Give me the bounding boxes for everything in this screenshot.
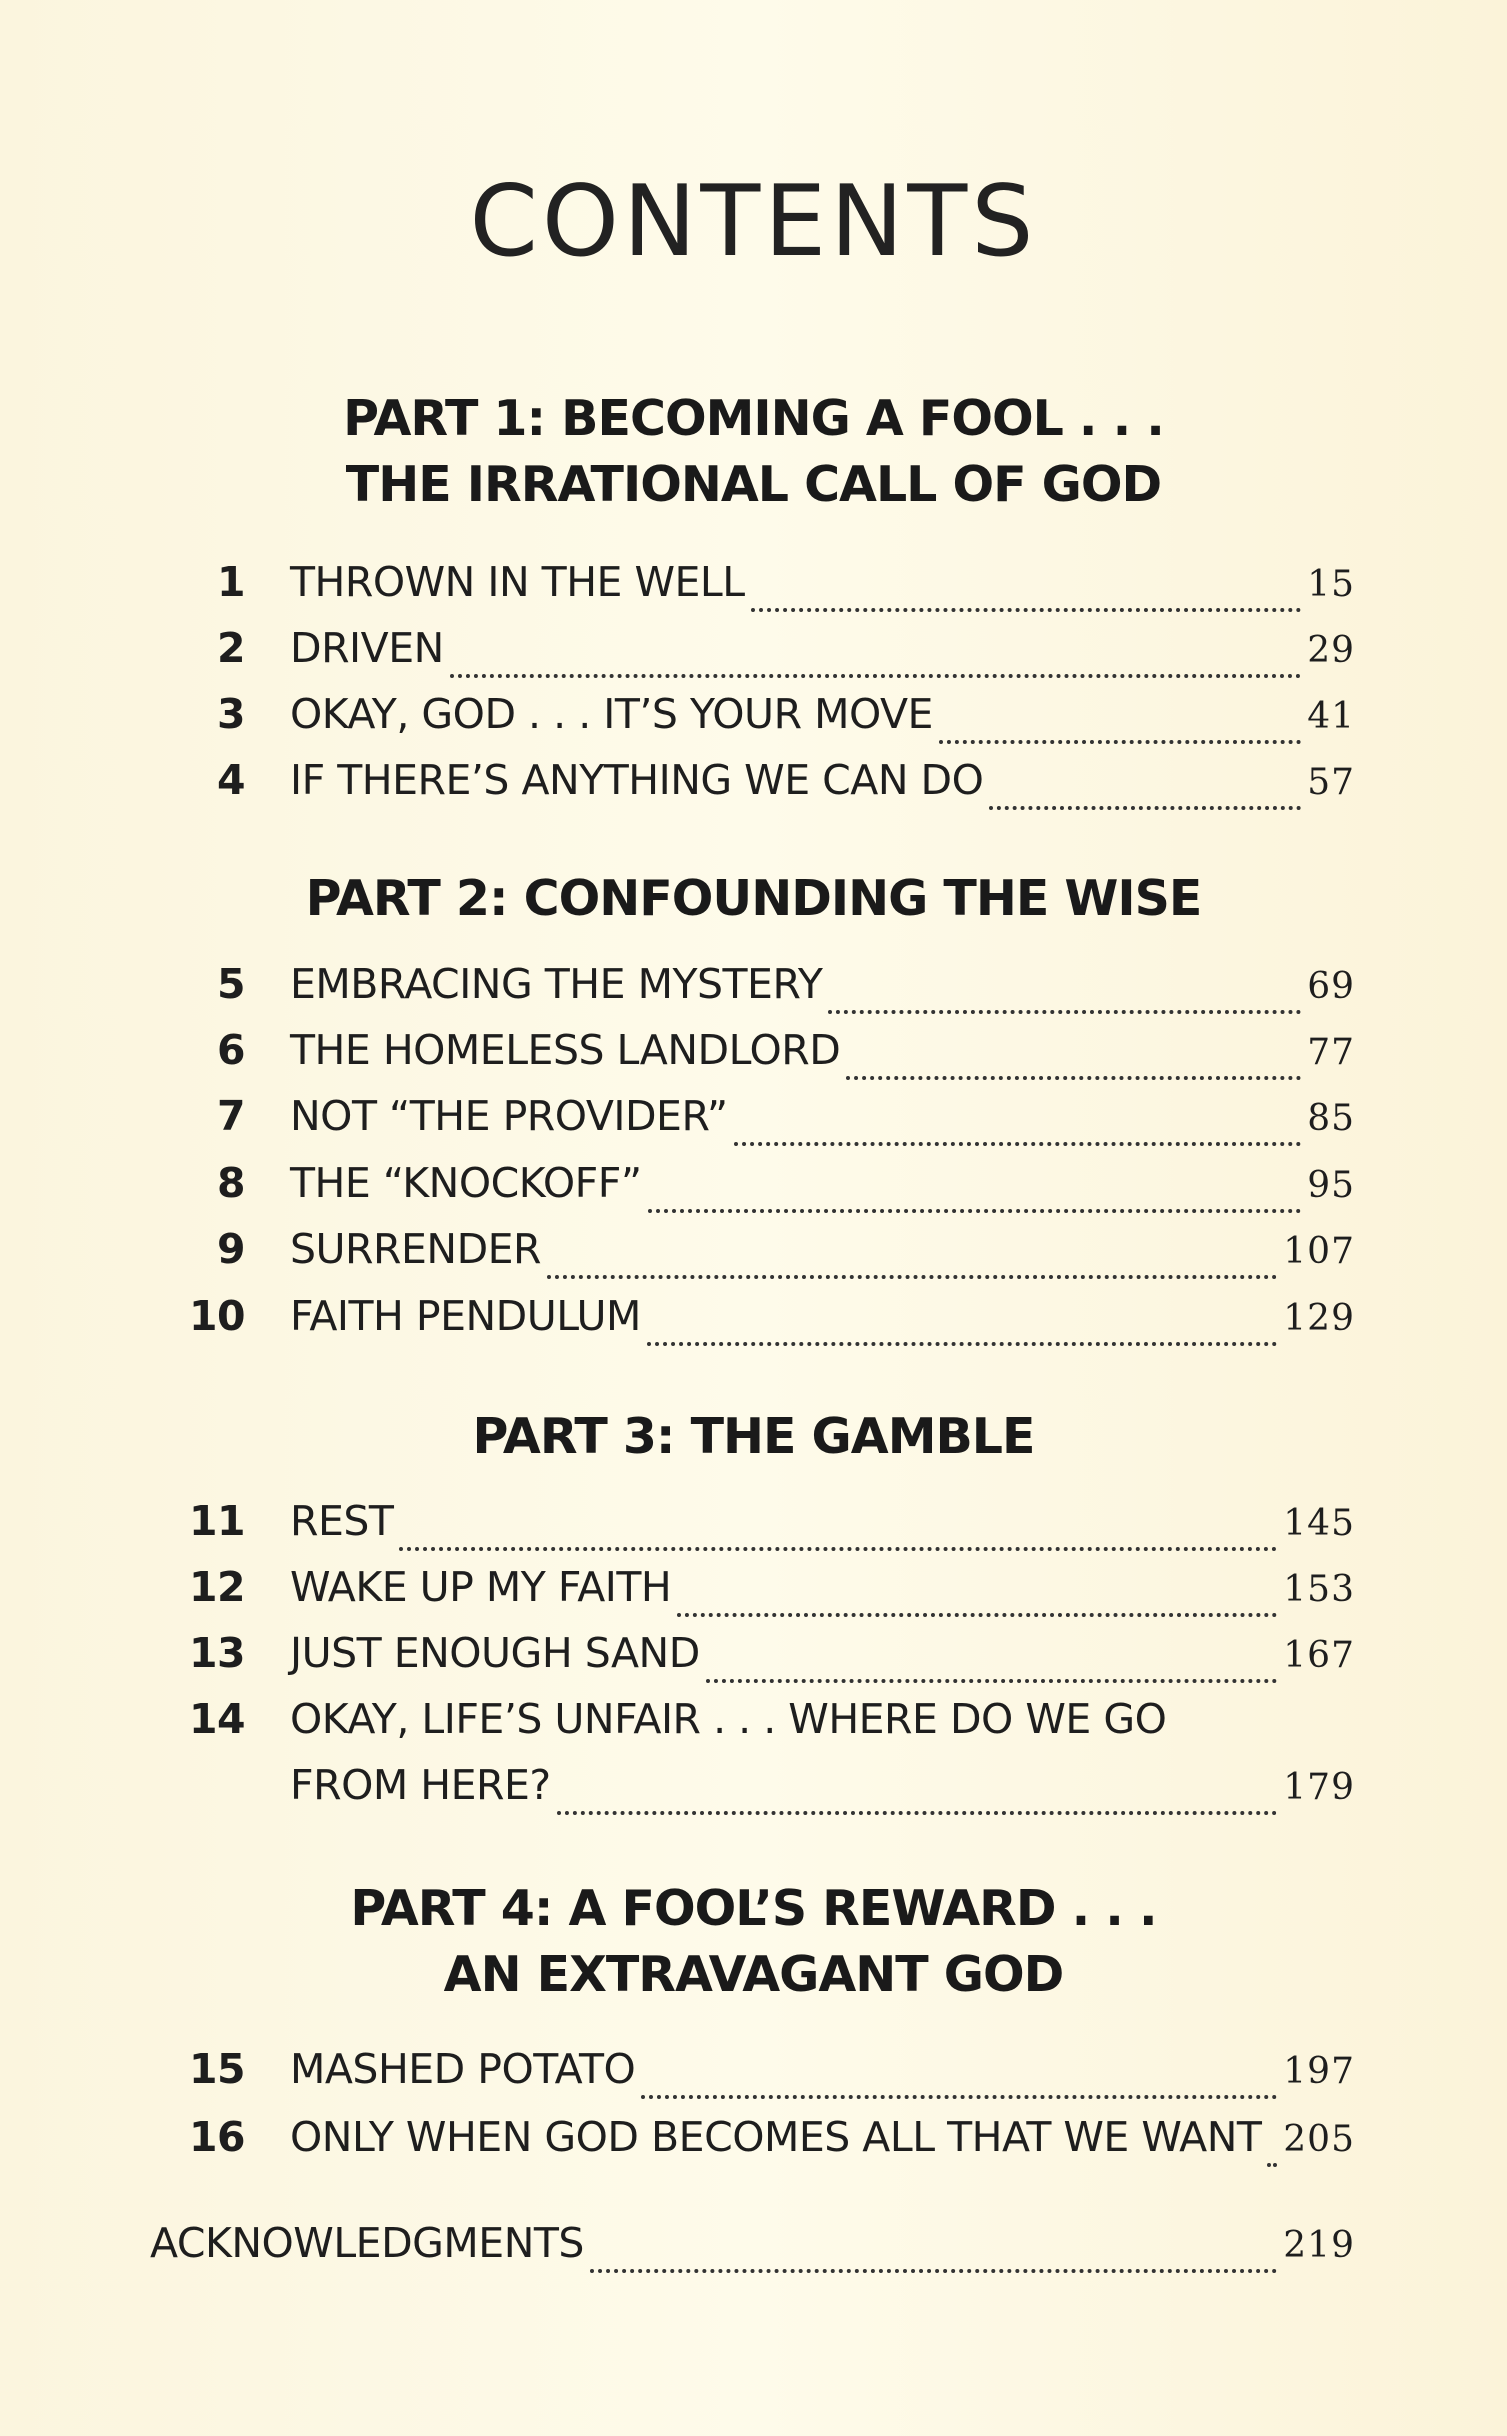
chapter-title: WAKE UP MY FAITH — [290, 1563, 672, 1611]
chapter-number: 7 — [216, 1092, 245, 1140]
chapter-number: 16 — [188, 2113, 245, 2161]
chapter-title: NOT “THE PROVIDER” — [290, 1092, 728, 1140]
chapter-number: 10 — [188, 1292, 245, 1340]
toc-entry[interactable] — [150, 2113, 1355, 2179]
page-number: 41 — [1307, 696, 1355, 737]
part-heading-line: PART 3: THE GAMBLE — [472, 1408, 1035, 1465]
chapter-number: 1 — [216, 558, 245, 606]
dot-leader — [939, 738, 1301, 744]
page-number: 219 — [1283, 2225, 1355, 2266]
toc-entry[interactable] — [150, 1292, 1355, 1358]
page-number: 197 — [1283, 2051, 1355, 2092]
dot-leader — [648, 1207, 1302, 1213]
chapter-title: REST — [290, 1497, 394, 1545]
toc-entry[interactable] — [150, 756, 1355, 822]
toc-entry[interactable] — [150, 1629, 1355, 1695]
chapter-number: 5 — [216, 960, 245, 1008]
part-heading-line: THE IRRATIONAL CALL OF GOD — [345, 456, 1162, 513]
chapter-number: 8 — [216, 1159, 245, 1207]
dot-leader — [706, 1677, 1278, 1683]
chapter-title: THROWN IN THE WELL — [290, 558, 745, 606]
part-heading-line: AN EXTRAVAGANT GOD — [443, 1946, 1064, 2003]
dot-leader — [590, 2267, 1277, 2273]
acknowledgments-title: ACKNOWLEDGMENTS — [150, 2219, 584, 2267]
toc-entry[interactable] — [150, 960, 1355, 1026]
dot-leader — [751, 606, 1302, 612]
chapter-title: IF THERE’S ANYTHING WE CAN DO — [290, 756, 984, 804]
dot-leader — [647, 1340, 1277, 1346]
part-heading-2 — [0, 866, 1507, 932]
page-number: 107 — [1283, 1231, 1355, 1272]
chapter-title: OKAY, LIFE’S UNFAIR . . . WHERE DO WE GO — [290, 1695, 1167, 1743]
chapter-number: 3 — [216, 690, 245, 738]
page-number: 29 — [1307, 630, 1355, 671]
part-heading-3 — [0, 1404, 1507, 1470]
chapter-title: THE HOMELESS LANDLORD — [290, 1026, 841, 1074]
chapter-title-continuation: FROM HERE? — [290, 1761, 551, 1809]
toc-entry[interactable] — [150, 1225, 1355, 1291]
dot-leader — [641, 2093, 1277, 2099]
toc-entry[interactable] — [150, 2045, 1355, 2111]
toc-entry[interactable] — [150, 624, 1355, 690]
page-number: 179 — [1283, 1767, 1355, 1808]
dot-leader — [399, 1545, 1277, 1551]
toc-entry-continuation[interactable] — [290, 1761, 1355, 1827]
chapter-title: ONLY WHEN GOD BECOMES ALL THAT WE WANT — [290, 2113, 1262, 2161]
toc-entry[interactable] — [150, 558, 1355, 624]
part-heading-line: PART 1: BECOMING A FOOL . . . — [343, 390, 1164, 447]
part-heading-line: PART 2: CONFOUNDING THE WISE — [305, 870, 1202, 927]
toc-entry[interactable] — [150, 1497, 1355, 1563]
toc-entry[interactable] — [150, 1563, 1355, 1629]
toc-entry-acknowledgments[interactable] — [150, 2219, 1355, 2285]
chapter-title: DRIVEN — [290, 624, 444, 672]
dot-leader — [734, 1140, 1302, 1146]
toc-entry-first-line[interactable] — [150, 1695, 1355, 1761]
toc-entry[interactable] — [150, 690, 1355, 756]
chapter-title: FAITH PENDULUM — [290, 1292, 641, 1340]
dot-leader — [1267, 2161, 1277, 2167]
toc-entry[interactable] — [150, 1026, 1355, 1092]
chapter-number: 6 — [216, 1026, 245, 1074]
part-heading-line: PART 4: A FOOL’S REWARD . . . — [350, 1880, 1157, 1937]
chapter-number: 13 — [188, 1629, 245, 1677]
chapter-number: 4 — [216, 756, 245, 804]
page-number: 85 — [1307, 1098, 1355, 1139]
chapter-number: 2 — [216, 624, 245, 672]
dot-leader — [547, 1273, 1277, 1279]
chapter-title: OKAY, GOD . . . IT’S YOUR MOVE — [290, 690, 933, 738]
page-title: CONTENTS — [469, 165, 1038, 279]
page-number: 57 — [1307, 762, 1355, 803]
chapter-title: THE “KNOCKOFF” — [290, 1159, 642, 1207]
page-number: 77 — [1307, 1032, 1355, 1073]
page-number: 15 — [1307, 564, 1355, 605]
chapter-title: EMBRACING THE MYSTERY — [290, 960, 823, 1008]
dot-leader — [989, 804, 1301, 810]
chapter-number: 11 — [188, 1497, 245, 1545]
dot-leader — [828, 1008, 1301, 1014]
dot-leader — [846, 1074, 1301, 1080]
chapter-number: 9 — [216, 1225, 245, 1273]
chapter-title: JUST ENOUGH SAND — [290, 1629, 700, 1677]
part-heading-4 — [0, 1876, 1507, 2008]
chapter-number: 14 — [188, 1695, 245, 1743]
chapter-number: 12 — [188, 1563, 245, 1611]
part-heading-1 — [0, 386, 1507, 518]
page-number: 153 — [1283, 1569, 1355, 1610]
dot-leader — [557, 1809, 1278, 1815]
page-number: 145 — [1283, 1503, 1355, 1544]
chapter-title: SURRENDER — [290, 1225, 542, 1273]
page-number: 205 — [1283, 2119, 1355, 2160]
page-number: 95 — [1307, 1165, 1355, 1206]
toc-entry[interactable] — [150, 1159, 1355, 1225]
dot-leader — [450, 672, 1301, 678]
page-number: 69 — [1307, 966, 1355, 1007]
dot-leader — [677, 1611, 1277, 1617]
chapter-number: 15 — [188, 2045, 245, 2093]
chapter-title: MASHED POTATO — [290, 2045, 636, 2093]
page-number: 167 — [1283, 1635, 1355, 1676]
page-number: 129 — [1283, 1298, 1355, 1339]
toc-entry[interactable] — [150, 1092, 1355, 1158]
